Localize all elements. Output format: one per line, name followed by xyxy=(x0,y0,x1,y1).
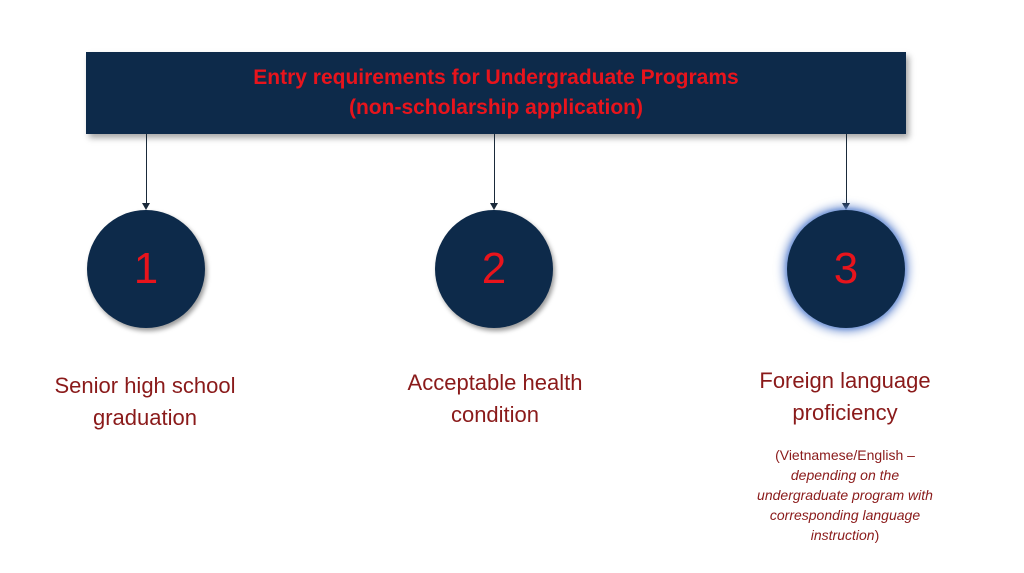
note-line-3: undergraduate program with xyxy=(757,487,933,503)
note-line-5: instruction xyxy=(810,527,875,543)
connector-3 xyxy=(846,134,847,204)
connector-1 xyxy=(146,134,147,204)
step-number-1: 1 xyxy=(133,244,159,293)
connector-2 xyxy=(494,134,495,204)
arrowhead-3 xyxy=(842,203,850,210)
step-number-2: 2 xyxy=(481,244,507,293)
step-3-note xyxy=(715,445,975,545)
step-label-2-line2: condition xyxy=(450,402,540,427)
arrowhead-2 xyxy=(490,203,498,210)
header-banner xyxy=(86,52,906,134)
step-circle-3 xyxy=(787,210,905,328)
step-label-2-line1: Acceptable health xyxy=(407,370,583,395)
step-label-2 xyxy=(370,367,620,431)
step-label-1-line2: graduation xyxy=(93,405,197,430)
step-circle-1 xyxy=(87,210,205,328)
step-label-1-line1: Senior high school xyxy=(54,373,236,398)
step-circle-2 xyxy=(435,210,553,328)
note-line-2: depending on the xyxy=(790,467,900,483)
banner-title: Entry requirements for Undergraduate Programs xyxy=(253,66,739,89)
arrowhead-1 xyxy=(142,203,150,210)
step-label-3 xyxy=(720,365,970,429)
note-line-1: (Vietnamese/English – xyxy=(775,447,915,463)
note-line-4: corresponding language xyxy=(769,507,921,523)
step-label-3-line1: Foreign language xyxy=(759,368,931,393)
step-label-1 xyxy=(20,370,270,434)
step-label-3-line2: proficiency xyxy=(792,400,898,425)
banner-subtitle: (non-scholarship application) xyxy=(348,96,643,119)
note-line-5-suffix: ) xyxy=(874,527,880,543)
step-number-3: 3 xyxy=(833,244,859,293)
